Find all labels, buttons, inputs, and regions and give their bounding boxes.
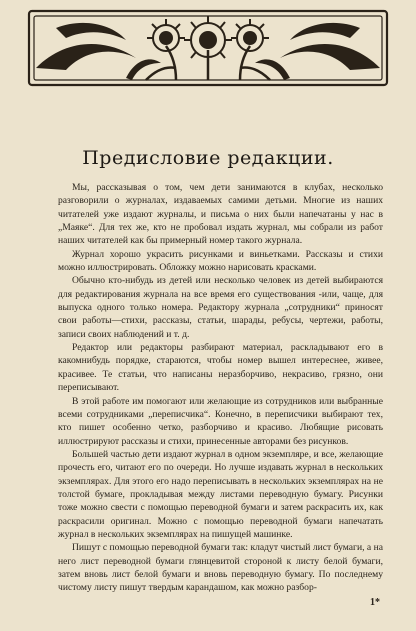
paragraph: Пишут с помощью переводной бумаги так: кладут чистый лист бумаги, а на него лист переводной бумаги глянцевитой стороной к листу белой бумаги, затем вновь лист белой бумаги и вновь переводную бумагу. По последнему чистому листу пишут твердым карандашом, как можно разбор- <box>58 542 383 594</box>
article-body <box>58 181 383 595</box>
paragraph: Обычно кто-нибудь из детей или несколько человек из детей выбираются для редактирования журнала на все время его существования -или, чаще, для выпуска одного только номера. Редактору журнала „сотрудники“ приносят свои работы—стихи, рассказы, статьи, шарады, ребусы, чертежи, работы, записи своих наблюдений и т. д. <box>58 275 383 340</box>
signature-mark: 1* <box>370 597 380 608</box>
paragraph: Мы, рассказывая о том, чем дети занимаются в клубах, несколько разговорили о журналах, издаваемых самими детьми. Многие из наших читателей уже издают журналы, и письма о них были напечатаны у нас в „Маяке“. Для тех же, кто не пробовал издать журнал, мы собрали из работ наших читателей как бы примерный номер такого журнала. <box>58 182 383 247</box>
paragraph: Редактор или редакторы разбирают материал, раскладывают его в какомнибудь порядке, стараются, чтобы номер вышел интереснее, живее, красивее. Те статьи, что написаны неразборчиво, некрасиво, грязно, они переписывают. <box>58 342 383 394</box>
paragraph: Журнал хорошо украсить рисунками и виньетками. Рассказы и стихи можно иллюстрировать. Обложку можно нарисовать красками. <box>58 248 383 274</box>
paragraph: В этой работе им помогают или желающие из сотрудников или выбранные всеми сотрудниками „переписчика“. Конечно, в переписчики выбирают тех, кто пишет особенно четко, разборчиво и красиво. Любящие рисовать иллюстрируют рассказы и стихи, принесенные авторами без рисунков. <box>58 395 383 447</box>
paragraph: Большей частью дети издают журнал в одном экземпляре, и все, желающие прочесть его, читают его по очереди. Но лучше издавать журнал в нескольких экземплярах. Для этого его надо переписывать в нескольких экземплярах на не толстой бумаге, прокладывая между листами переводную бумагу. Рисунки тоже можно свести с помощью переводной бумаги и затем раскрасить их, как раскрасили оригинал. Можно с помощью переводной бумаги напечатать журнал в нескольких экземплярах на пишущей машинке. <box>58 448 383 540</box>
floral-headpiece-ornament <box>26 8 390 88</box>
page-title: Предисловие редакции. <box>82 147 334 169</box>
